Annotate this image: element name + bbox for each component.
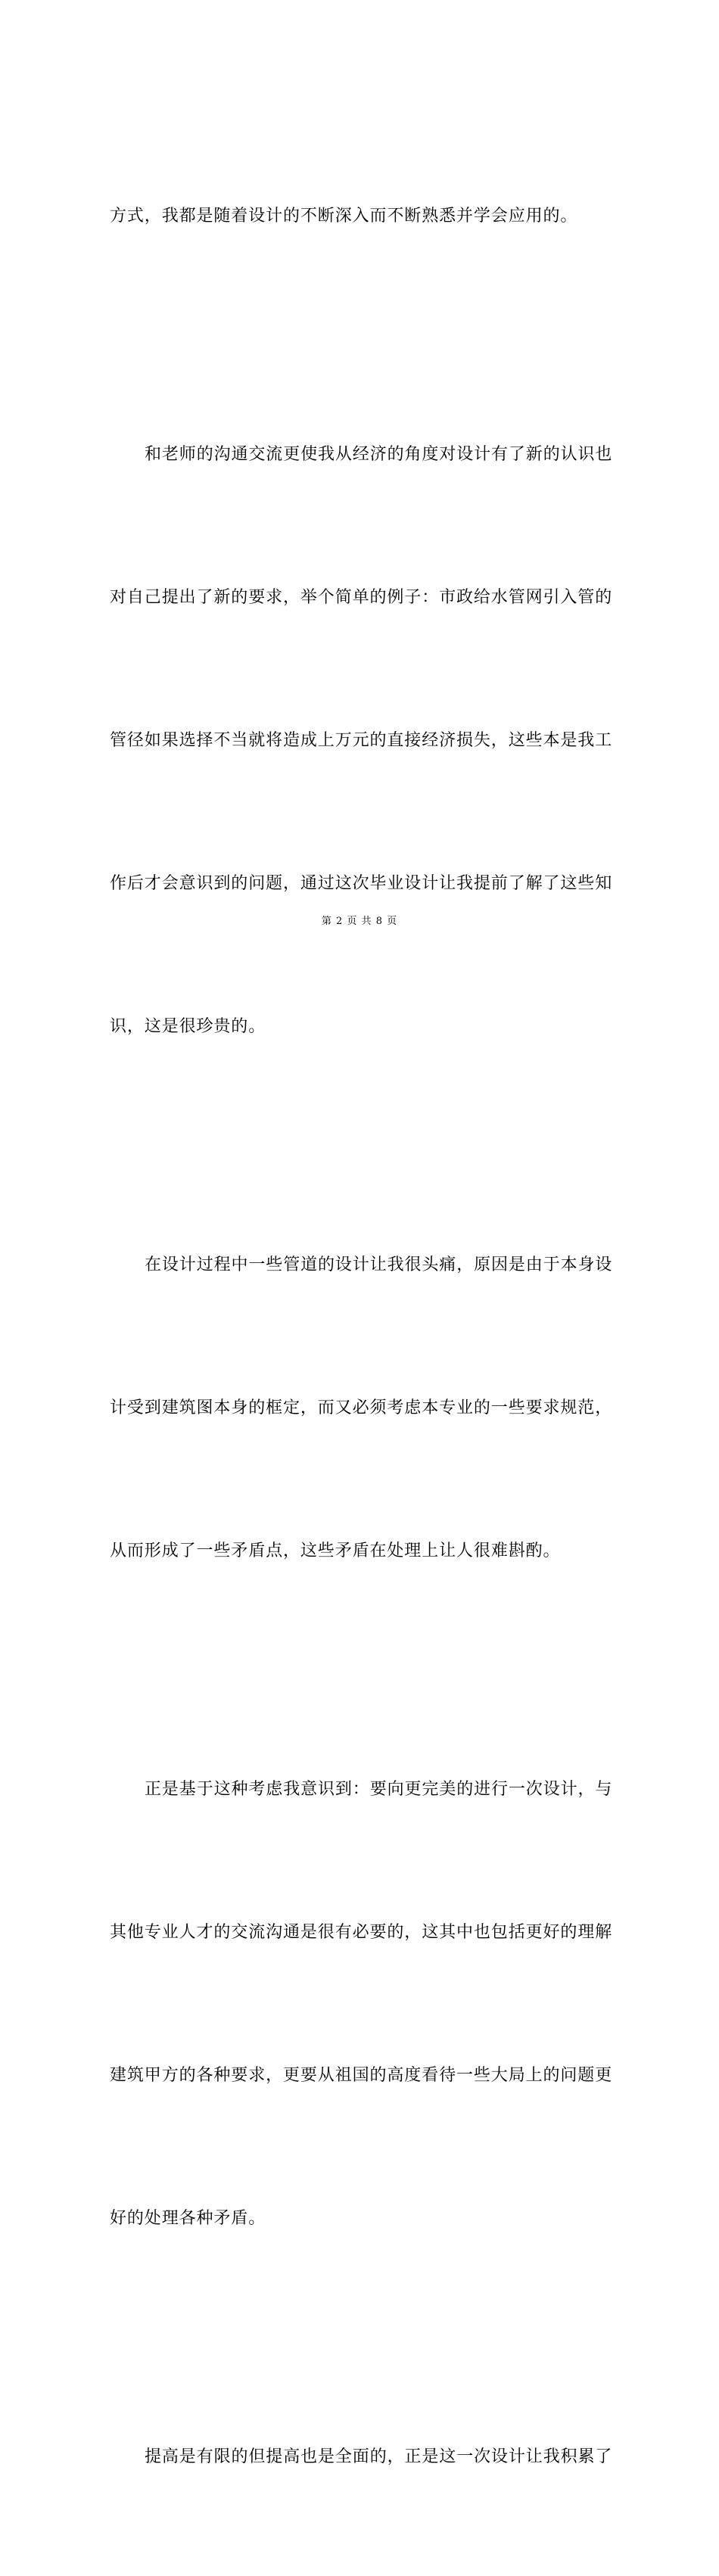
- body-text: [110, 97, 617, 2576]
- text-line: 从而形成了一些矛盾点，这些矛盾在处理上让人很难斟酌。: [110, 1542, 561, 1560]
- paragraph: [110, 2338, 617, 2576]
- text-line: 建筑甲方的各种要求，更要从祖国的高度看待一些大局上的问题更: [110, 2066, 613, 2085]
- text-line: 识，这是很珍贵的。: [110, 1017, 266, 1036]
- text-line: 计受到建筑图本身的框定，而又必须考虑本专业的一些要求规范，: [110, 1398, 613, 1417]
- text-line: 作后才会意识到的问题，通过这次毕业设计让我提前了解了这些知: [110, 874, 613, 893]
- text-line: 其他专业人才的交流沟通是很有必要的，这其中也包括更好的理解: [110, 1923, 613, 1942]
- paragraph: [110, 97, 617, 335]
- text-line: 方式，我都是随着设计的不断深入而不断熟悉并学会应用的。: [110, 207, 578, 226]
- text-line: 提高是有限的但提高也是全面的，正是这一次设计让我积累了: [145, 2447, 613, 2466]
- paragraph: [110, 1146, 617, 1670]
- text-line: 对自己提出了新的要求，举个简单的例子：市政给水管网引入管的: [110, 588, 613, 607]
- text-line: 在设计过程中一些管道的设计让我很头痛，原因是由于本身设: [145, 1255, 613, 1274]
- text-line: 和老师的沟通交流更使我从经济的角度对设计有了新的认识也: [145, 445, 613, 464]
- text-line: 正是基于这种考虑我意识到：要向更完美的进行一次设计，与: [145, 1780, 613, 1799]
- paragraph: [110, 335, 617, 1146]
- text-line: 好的处理各种矛盾。: [110, 2209, 266, 2228]
- paragraph: [110, 1670, 617, 2338]
- page-number-footer: 第 2 页 共 8 页: [321, 916, 398, 927]
- text-line: 管径如果选择不当就将造成上万元的直接经济损失，这些本是我工: [110, 731, 613, 750]
